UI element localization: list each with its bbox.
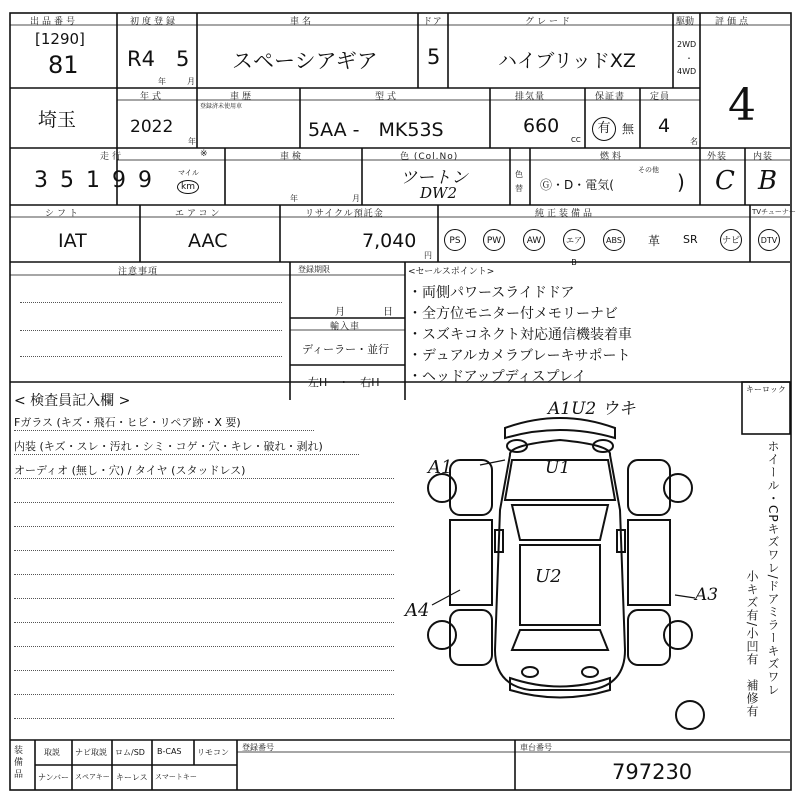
fuel-options: Ⓖ・D・電気( bbox=[540, 178, 614, 192]
year-unit: 年 bbox=[158, 77, 166, 86]
model-year-unit: 年 bbox=[188, 137, 196, 146]
lot-number-label: 出品番号 bbox=[30, 17, 79, 27]
equip-leather: 革 bbox=[648, 234, 661, 248]
drive-sep: ・ bbox=[685, 54, 693, 63]
side-note-2: 小キズ有/小凹有 補修有 bbox=[745, 570, 759, 719]
accessories-label: 装備品 bbox=[14, 746, 24, 780]
grade: ハイブリッドXZ bbox=[498, 50, 636, 72]
mileage-digit: 3 bbox=[34, 168, 60, 193]
inspector-line-glass: Fガラス (キズ・飛石・ヒビ・リペア跡・X 要) bbox=[14, 416, 241, 429]
capacity-label: 定員 bbox=[650, 92, 671, 102]
acc-spare-key: スペアキー bbox=[75, 773, 110, 781]
displacement-label: 排気量 bbox=[515, 92, 546, 102]
mileage-label: 走行 bbox=[100, 152, 125, 162]
model-code-label: 型式 bbox=[375, 92, 400, 102]
cc-unit: CC bbox=[571, 136, 581, 144]
displacement: 660 bbox=[523, 115, 560, 137]
door-count: 5 bbox=[427, 45, 441, 69]
mileage-unit-mile: マイル bbox=[178, 169, 199, 177]
acc-plate: ナンバー bbox=[38, 773, 70, 782]
mark-hood: U1 bbox=[545, 458, 571, 478]
mileage-digit: 9 bbox=[112, 168, 138, 193]
interior-grade: B bbox=[758, 166, 778, 196]
acc-keyless: キーレス bbox=[116, 773, 148, 782]
first-registration-month: 5 bbox=[176, 47, 190, 71]
first-registration-era: R4 bbox=[127, 47, 155, 71]
mark-left-rear: A4 bbox=[405, 600, 430, 621]
handle-side: 左H ・ 右H bbox=[308, 376, 380, 389]
inspection-label: 車検 bbox=[280, 152, 305, 162]
drive-label: 駆動 bbox=[676, 17, 695, 27]
inspector-line-audio: オーディオ (無し・穴) / タイヤ (スタッドレス) bbox=[14, 464, 246, 477]
registration-deadline-label: 登録期限 bbox=[298, 265, 330, 274]
mark-front: A1U2 ウキ bbox=[548, 399, 636, 419]
equip-ps: PS bbox=[444, 229, 466, 251]
color-name: ツートン bbox=[400, 168, 468, 188]
color-change-label: 色替 bbox=[515, 170, 523, 193]
drive-2wd: 2WD bbox=[677, 40, 697, 49]
deadline-day: 日 bbox=[383, 307, 393, 318]
lot-code: [1290] bbox=[35, 30, 85, 48]
color-label: 色 (Col.No) bbox=[400, 152, 459, 162]
lot-number: 81 bbox=[48, 51, 79, 79]
sales-point: ・ヘッドアップディスプレイ bbox=[408, 369, 587, 385]
yen-unit: 円 bbox=[424, 251, 432, 260]
exterior-label: 外装 bbox=[707, 152, 728, 162]
warranty-label: 保証書 bbox=[595, 92, 626, 102]
mark-right-rear: A3 bbox=[695, 585, 719, 605]
mileage-note: ※ bbox=[200, 149, 208, 159]
dealer-parallel: ディーラー・並行 bbox=[302, 343, 390, 356]
mark-roof: U2 bbox=[535, 566, 562, 587]
fuel-close: ) bbox=[677, 170, 685, 194]
acc-navi-manual: ナビ取説 bbox=[75, 748, 107, 757]
deadline-month: 月 bbox=[335, 307, 345, 318]
score-label: 評価点 bbox=[715, 17, 752, 27]
sales-point: ・スズキコネクト対応通信機装着車 bbox=[408, 327, 632, 343]
chassis-history-label: 車歴 bbox=[230, 92, 255, 102]
equip-airbag: エアB bbox=[563, 229, 585, 251]
equip-abs: ABS bbox=[603, 229, 625, 251]
chassis-number-label: 車台番号 bbox=[520, 743, 552, 752]
mileage-digits bbox=[34, 168, 164, 193]
model-year: 2022 bbox=[130, 117, 174, 137]
sales-point: ・デュアルカメラブレーキサポート bbox=[408, 348, 631, 364]
car-damage-diagram bbox=[420, 400, 720, 740]
car-name: スペーシアギア bbox=[232, 49, 378, 73]
recycle-label: リサイクル預託金 bbox=[305, 209, 384, 219]
chassis-history-note: 登録済未使用車 bbox=[200, 103, 243, 110]
color-code: DW2 bbox=[420, 184, 457, 202]
fuel-label: 燃料 bbox=[600, 152, 625, 162]
model-code: 5AA - MK53S bbox=[308, 119, 444, 141]
mileage-unit-km: km bbox=[177, 180, 199, 194]
inspector-line-interior: 内装 (キズ・スレ・汚れ・シミ・コゲ・穴・キレ・破れ・剥れ) bbox=[14, 440, 323, 453]
equip-navi: ナビ bbox=[720, 229, 742, 251]
acc-remote: リモコン bbox=[197, 748, 229, 757]
equip-sr: SR bbox=[683, 233, 698, 246]
month-unit: 月 bbox=[187, 77, 195, 86]
keylock-label: キーロック bbox=[746, 385, 786, 394]
registration-number-label: 登録番号 bbox=[242, 743, 274, 752]
model-year-label: 年式 bbox=[140, 92, 165, 102]
person-unit: 名 bbox=[690, 137, 698, 146]
door-label: ドア bbox=[423, 17, 443, 27]
grade-label: グレード bbox=[525, 17, 574, 27]
shift: IAT bbox=[58, 230, 87, 252]
warranty-yes: 有 bbox=[592, 117, 616, 141]
side-note-1: ホイール・CPキズワレ/ドアミラーキズワレ bbox=[766, 440, 780, 697]
shift-label: シフト bbox=[45, 209, 82, 219]
equip-aw: AW bbox=[523, 229, 545, 251]
tv-tuner-label: TVチューナー bbox=[752, 208, 796, 216]
region: 埼玉 bbox=[38, 109, 77, 131]
warranty-no: 無 bbox=[622, 122, 635, 136]
sales-point: ・全方位モニター付メモリーナビ bbox=[408, 306, 618, 322]
exterior-grade: C bbox=[715, 166, 735, 196]
mileage-digit: 1 bbox=[86, 168, 112, 193]
ac: AAC bbox=[188, 230, 228, 252]
recycle-amount: 7,040 bbox=[362, 230, 417, 252]
acc-manual: 取説 bbox=[44, 748, 60, 757]
drive-4wd: 4WD bbox=[677, 67, 697, 76]
first-registration-label: 初度登録 bbox=[130, 17, 179, 27]
inspector-title: < 検査員記入欄 > bbox=[14, 393, 131, 409]
score: 4 bbox=[728, 80, 756, 131]
import-label: 輸入車 bbox=[330, 322, 361, 332]
fuel-other-label: その他 bbox=[638, 166, 659, 174]
sales-points-label: <セールスポイント> bbox=[408, 267, 495, 277]
ac-label: エアコン bbox=[175, 209, 223, 219]
equipment-label: 純正装備品 bbox=[535, 209, 596, 219]
caution-label: 注意事項 bbox=[118, 267, 159, 277]
inspection-month-unit: 月 bbox=[352, 194, 360, 203]
mileage-digit: 5 bbox=[60, 168, 86, 193]
acc-bcas: B-CAS bbox=[157, 747, 182, 756]
car-name-label: 車名 bbox=[290, 17, 315, 27]
equip-pw: PW bbox=[483, 229, 505, 251]
acc-smart-key: スマートキー bbox=[155, 773, 197, 781]
acc-rom-sd: ロム/SD bbox=[115, 748, 145, 757]
mileage-digit: 9 bbox=[138, 168, 164, 193]
chassis-number: 797230 bbox=[612, 760, 693, 784]
interior-label: 内装 bbox=[753, 152, 774, 162]
sales-point: ・両側パワースライドドア bbox=[408, 285, 575, 301]
capacity: 4 bbox=[658, 115, 671, 137]
mark-left-front: A1 bbox=[428, 457, 453, 478]
inspection-year-unit: 年 bbox=[290, 194, 298, 203]
equip-dtv: DTV bbox=[758, 229, 780, 251]
